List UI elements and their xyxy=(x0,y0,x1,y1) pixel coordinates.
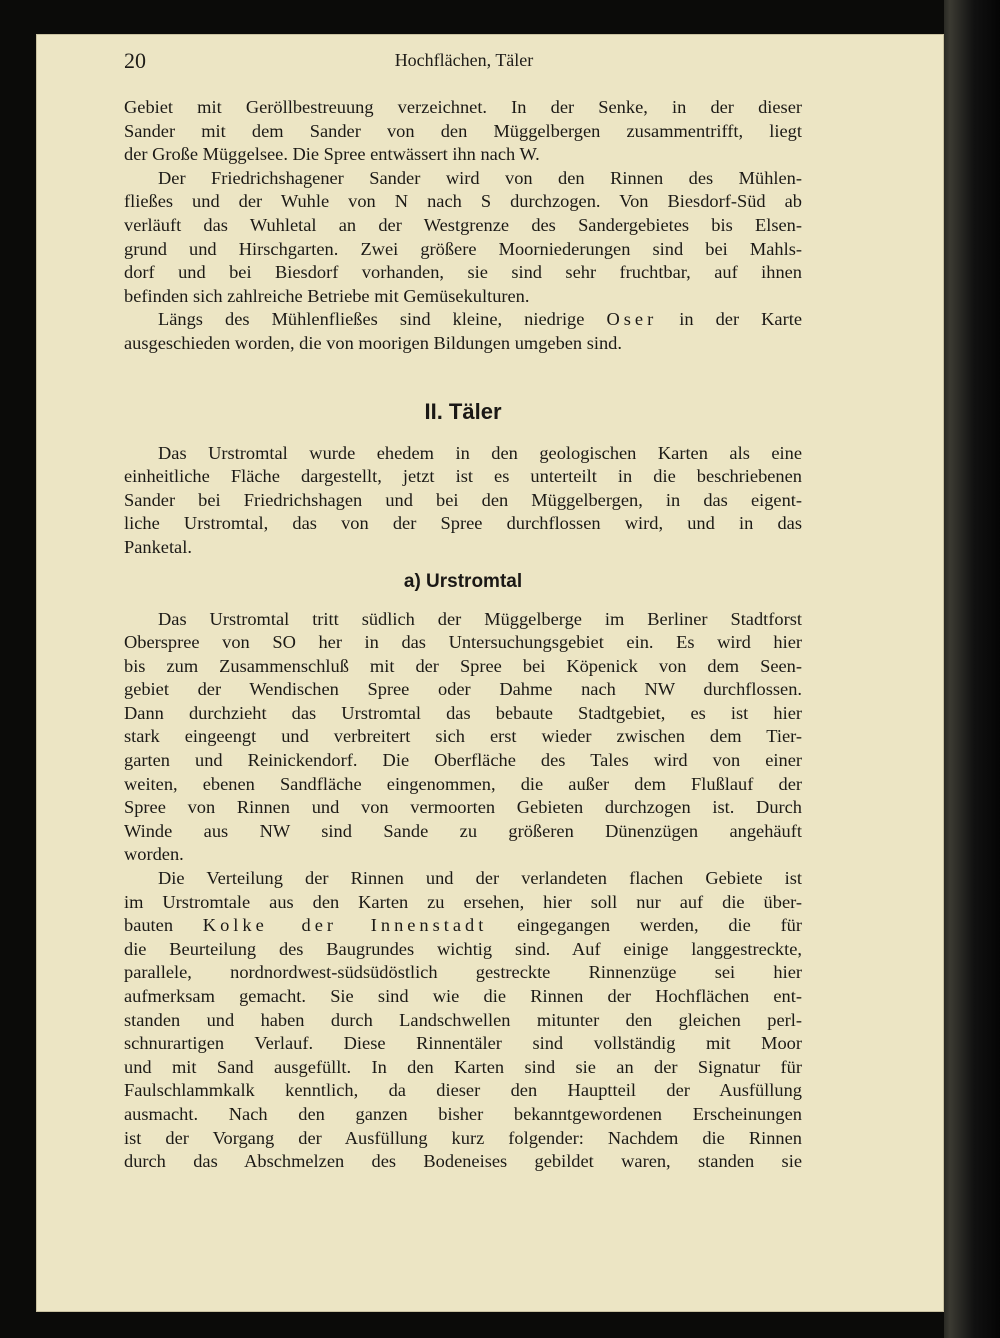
text-line: liche Urstromtal, das von der Spree durchflossen wird, und in das xyxy=(124,513,802,534)
paragraph-kolke xyxy=(124,867,802,1174)
spaced-term-kolke: Kolke der Innenstadt xyxy=(202,915,488,936)
text-line: befinden sich zahlreiche Betriebe mit Gemüsekulturen. xyxy=(124,285,530,306)
text-line: und mit Sand ausgefüllt. In den Karten sind sie an der Signatur für xyxy=(124,1056,802,1077)
text-line: grund und Hirschgarten. Zwei größere Moorniederungen sind bei Mahls- xyxy=(124,238,802,259)
paragraph-urstromtal xyxy=(124,608,802,868)
text-line: Der Friedrichshagener Sander wird von den Rinnen des Mühlen- xyxy=(158,167,802,188)
paragraph-continuation xyxy=(124,96,802,167)
text-line: Die Verteilung der Rinnen und der verlandeten flachen Gebiete ist xyxy=(158,868,802,889)
paragraph-oser xyxy=(124,308,802,355)
text-line: ausgeschieden worden, die von moorigen Bildungen umgeben sind. xyxy=(124,332,622,353)
paragraph-friedrichshagen xyxy=(124,167,802,309)
text-line: Winde aus NW sind Sande zu größeren Dünenzügen angehäuft xyxy=(124,820,802,841)
text-line: Das Urstromtal tritt südlich der Müggelberge im Berliner Stadtforst xyxy=(158,608,802,629)
text-line: dorf und bei Biesdorf vorhanden, sie sind sehr fruchtbar, auf ihnen xyxy=(124,262,802,283)
text-line: garten und Reinickendorf. Die Oberfläche des Tales wird von einer xyxy=(124,750,802,771)
text-line: ist der Vorgang der Ausfüllung kurz folgender: Nachdem die Rinnen xyxy=(124,1127,802,1148)
text-line: Panketal. xyxy=(124,536,192,557)
text-line: durch das Abschmelzen des Bodeneises gebildet waren, standen sie xyxy=(124,1151,802,1172)
text-line: parallele, nordnordwest-südsüdöstlich gestreckte Rinnenzüge sei hier xyxy=(124,962,802,983)
text-line: Das Urstromtal wurde ehedem in den geologischen Karten als eine xyxy=(158,442,802,463)
paragraph-taeler xyxy=(124,442,802,560)
text-line: bis zum Zusammenschluß mit der Spree bei Köpenick von dem Seen- xyxy=(124,655,802,676)
text-line: Oberspree von SO her in das Untersuchungsgebiet ein. Es wird hier xyxy=(124,632,802,653)
text-line: worden. xyxy=(124,844,184,865)
text-line: der Große Müggelsee. Die Spree entwässert ihn nach W. xyxy=(124,144,540,165)
text-line: Gebiet mit Geröllbestreuung verzeichnet. In der Senke, in der dieser xyxy=(124,97,802,117)
text-line: Spree von Rinnen und von vermoorten Gebieten durchzogen ist. Durch xyxy=(124,797,802,818)
text-line: fließes und der Wuhle von N nach S durchzogen. Von Biesdorf-Süd ab xyxy=(124,191,802,212)
book-spine-shadow xyxy=(944,0,1000,1338)
text-line: weiten, ebenen Sandfläche eingenommen, die außer dem Flußlauf der xyxy=(124,773,802,794)
text-line: schnurartigen Verlauf. Diese Rinnentäler sind vollständig mit Moor xyxy=(124,1033,802,1054)
body-text xyxy=(124,96,802,1174)
text-line: Faulschlammkalk kenntlich, da dieser den Hauptteil der Ausfüllung xyxy=(124,1080,802,1101)
text-line xyxy=(124,308,802,332)
text-segment: eingegangen werden, die für xyxy=(487,915,803,936)
text-segment: in der Karte xyxy=(657,309,802,330)
text-line: stark eingeengt und verbreitert sich erst wieder zwischen dem Tier- xyxy=(124,726,802,747)
subsection-heading: a) Urstromtal xyxy=(403,570,523,592)
text-line: Dann durchzieht das Urstromtal das bebaute Stadtgebiet, es ist hier xyxy=(124,702,802,723)
text-line: verläuft das Wuhletal an der Westgrenze des Sandergebietes bis Elsen- xyxy=(124,214,802,235)
text-line: gebiet der Wendischen Spree oder Dahme nach NW durchflossen. xyxy=(124,679,802,700)
page-number: 20 xyxy=(124,48,146,73)
running-head: Hochflächen, Täler xyxy=(394,50,534,70)
section-heading: II. Täler xyxy=(424,398,502,424)
text-line xyxy=(124,914,802,938)
spaced-term-oser: Oser xyxy=(606,309,658,330)
text-line: Sander bei Friedrichshagen und bei den Müggelbergen, in das eigent- xyxy=(124,489,802,510)
text-line: im Urstromtale aus den Karten zu ersehen, hier soll nur auf die über- xyxy=(124,891,802,912)
text-line: standen und haben durch Landschwellen mitunter den gleichen perl- xyxy=(124,1009,802,1030)
text-line: Sander mit dem Sander von den Müggelbergen zusammentrifft, liegt xyxy=(124,120,802,141)
page-header xyxy=(124,48,804,78)
text-line: ausmacht. Nach den ganzen bisher bekanntgewordenen Erscheinungen xyxy=(124,1103,802,1124)
text-segment: bauten xyxy=(124,915,203,936)
text-line: die Beurteilung des Baugrundes wichtig sind. Auf einige langgestreckte, xyxy=(124,938,802,959)
text-segment: Längs des Mühlenfließes sind kleine, niedrige xyxy=(158,309,607,330)
text-line: einheitliche Fläche dargestellt, jetzt ist es unterteilt in die beschriebenen xyxy=(124,466,802,487)
text-line: aufmerksam gemacht. Sie sind wie die Rinnen der Hochflächen ent- xyxy=(124,986,802,1006)
